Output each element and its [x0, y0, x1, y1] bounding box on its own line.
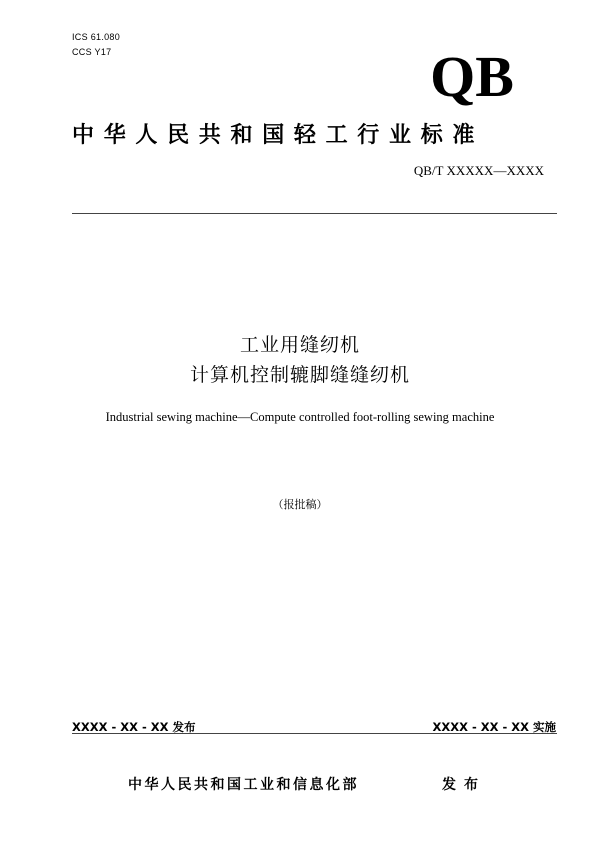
english-title: Industrial sewing machine—Compute controlled foot-rolling sewing machine	[105, 410, 495, 424]
qb-logo	[412, 44, 532, 108]
draft-status: （报批稿）	[272, 498, 328, 511]
title-line-2: 计算机控制辘脚缝缝纫机	[189, 364, 410, 386]
publish-label: 发布	[442, 777, 486, 793]
standard-number: QB/T XXXXX—XXXX	[413, 163, 544, 178]
issue-date: XXXX - XX - XX 发布	[72, 720, 196, 734]
bottom-divider	[72, 733, 557, 734]
title-line-1: 工业用缝纫机	[239, 334, 360, 356]
implementation-date: XXXX - XX - XX 实施	[432, 720, 556, 734]
qb-logo-text: QB	[430, 44, 514, 108]
top-divider	[72, 213, 557, 214]
standard-category: 中华人民共和国轻工行业标准	[72, 123, 485, 148]
publisher-name: 中华人民共和国工业和信息化部	[128, 777, 359, 793]
ccs-code: CCS Y17	[72, 47, 112, 57]
ics-code: ICS 61.080	[72, 32, 121, 42]
